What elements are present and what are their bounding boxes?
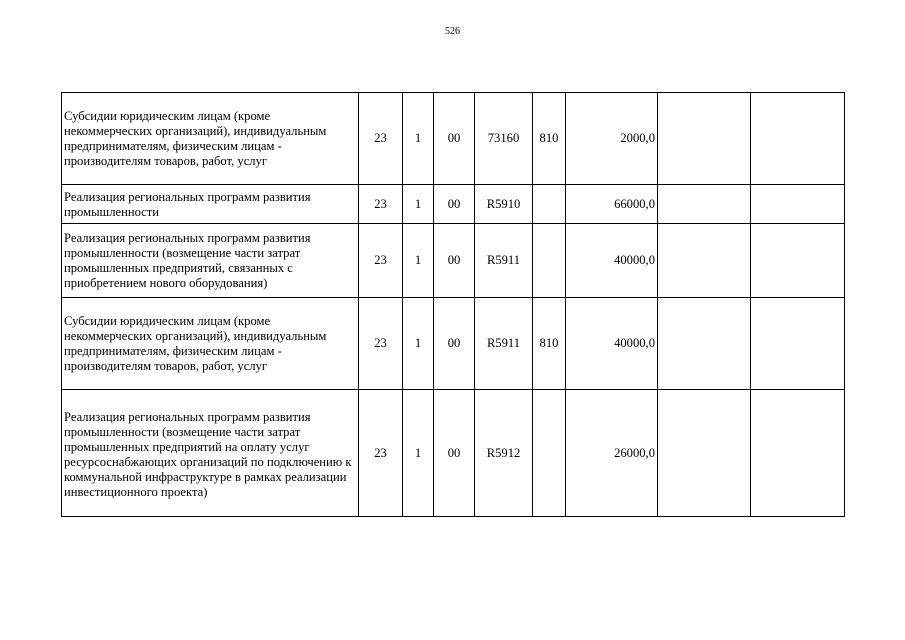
row-name: Субсидии юридическим лицам (кроме некоммерческих организаций), индивидуальным предпринимателям, физическим лицам - производителям товаров, работ, услуг xyxy=(62,298,359,390)
vr-cell xyxy=(533,390,566,517)
amount-cell: 26000,0 xyxy=(566,390,658,517)
amount-cell: 2000,0 xyxy=(566,93,658,185)
pp-cell: 1 xyxy=(403,390,434,517)
empty-cell xyxy=(658,298,751,390)
vr-cell xyxy=(533,224,566,298)
amount-cell: 40000,0 xyxy=(566,298,658,390)
code-cell: R5911 xyxy=(475,298,533,390)
om-cell: 00 xyxy=(434,185,475,224)
empty-cell xyxy=(751,390,845,517)
budget-table xyxy=(61,92,845,517)
pp-cell: 1 xyxy=(403,93,434,185)
om-cell: 00 xyxy=(434,390,475,517)
code-cell: 73160 xyxy=(475,93,533,185)
empty-cell xyxy=(751,298,845,390)
vr-cell: 810 xyxy=(533,298,566,390)
amount-cell: 40000,0 xyxy=(566,224,658,298)
empty-cell xyxy=(658,185,751,224)
row-name: Реализация региональных программ развития промышленности (возмещение части затрат промышленных предприятий, связанных с приобретением нового оборудования) xyxy=(62,224,359,298)
vr-cell: 810 xyxy=(533,93,566,185)
gp-cell: 23 xyxy=(359,298,403,390)
gp-cell: 23 xyxy=(359,93,403,185)
code-cell: R5911 xyxy=(475,224,533,298)
table-row xyxy=(62,298,845,390)
empty-cell xyxy=(658,93,751,185)
row-name: Субсидии юридическим лицам (кроме некоммерческих организаций), индивидуальным предпринимателям, физическим лицам - производителям товаров, работ, услуг xyxy=(62,93,359,185)
pp-cell: 1 xyxy=(403,224,434,298)
empty-cell xyxy=(658,390,751,517)
amount-cell: 66000,0 xyxy=(566,185,658,224)
table-row xyxy=(62,390,845,517)
gp-cell: 23 xyxy=(359,185,403,224)
om-cell: 00 xyxy=(434,298,475,390)
pp-cell: 1 xyxy=(403,185,434,224)
page-number: 526 xyxy=(445,26,460,37)
gp-cell: 23 xyxy=(359,390,403,517)
table-row xyxy=(62,185,845,224)
empty-cell xyxy=(751,185,845,224)
code-cell: R5912 xyxy=(475,390,533,517)
gp-cell: 23 xyxy=(359,224,403,298)
vr-cell xyxy=(533,185,566,224)
empty-cell xyxy=(751,224,845,298)
om-cell: 00 xyxy=(434,93,475,185)
row-name: Реализация региональных программ развития промышленности xyxy=(62,185,359,224)
row-name: Реализация региональных программ развития промышленности (возмещение части затрат промышленных предприятий на оплату услуг ресурсоснабжающих организаций по подключению к коммунальной инфраструктуре в рамках реализации инвестиционного проекта) xyxy=(62,390,359,517)
table-row xyxy=(62,224,845,298)
pp-cell: 1 xyxy=(403,298,434,390)
empty-cell xyxy=(751,93,845,185)
om-cell: 00 xyxy=(434,224,475,298)
table-row xyxy=(62,93,845,185)
empty-cell xyxy=(658,224,751,298)
code-cell: R5910 xyxy=(475,185,533,224)
